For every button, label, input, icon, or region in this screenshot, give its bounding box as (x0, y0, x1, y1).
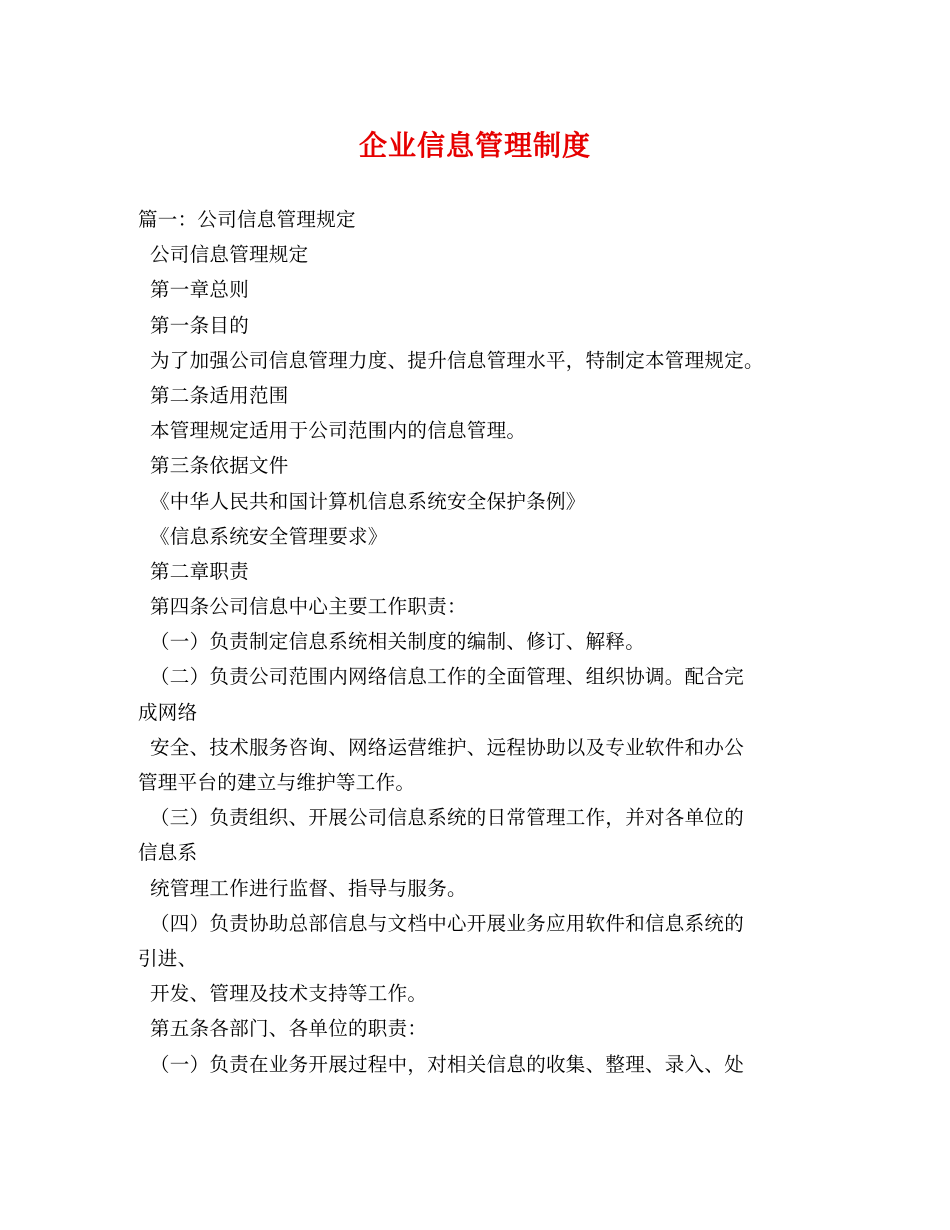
text-line: 第一章总则 (150, 278, 250, 302)
text-line: 篇一：公司信息管理规定 (138, 208, 356, 231)
text-line: 安全、技术服务咨询、网络运营维护、远程协助以及专业软件和办公 (150, 735, 745, 759)
text-line: 信息系 (138, 841, 198, 865)
document-body (138, 202, 818, 1082)
text-line: 为了加强公司信息管理力度、提升信息管理水平，特制定本管理规定。 (150, 348, 764, 372)
text-line: 第三条依据文件 (150, 454, 289, 478)
text-line: 开发、管理及技术支持等工作。 (150, 982, 428, 1006)
text-line: （二）负责公司范围内网络信息工作的全面管理、组织协调。配合完 (150, 665, 745, 689)
text-line: 《中华人民共和国计算机信息系统安全保护条例》 (150, 489, 586, 513)
text-line: 成网络 (138, 700, 198, 724)
text-line: （一）负责在业务开展过程中，对相关信息的收集、整理、录入、处 (150, 1052, 745, 1076)
text-line: 统管理工作进行监督、指导与服务。 (150, 876, 467, 900)
text-line: 第二章职责 (150, 559, 250, 583)
text-line: 第一条目的 (150, 313, 250, 337)
text-line: 《信息系统安全管理要求》 (150, 524, 388, 548)
text-line: （一）负责制定信息系统相关制度的编制、修订、解释。 (150, 630, 646, 654)
text-line: 管理平台的建立与维护等工作。 (138, 771, 416, 794)
text-line: 引进、 (138, 946, 198, 970)
text-line: （四）负责协助总部信息与文档中心开展业务应用软件和信息系统的 (150, 911, 745, 935)
text-line: 第二条适用范围 (150, 383, 289, 407)
text-line: 第四条公司信息中心主要工作职责： (150, 595, 467, 619)
text-line: 第五条各部门、各单位的职责： (150, 1017, 428, 1041)
text-line: 公司信息管理规定 (150, 243, 309, 267)
text-line: （三）负责组织、开展公司信息系统的日常管理工作，并对各单位的 (150, 806, 745, 830)
document-title: 企业信息管理制度 (358, 129, 591, 162)
text-line: 本管理规定适用于公司范围内的信息管理。 (150, 419, 527, 443)
